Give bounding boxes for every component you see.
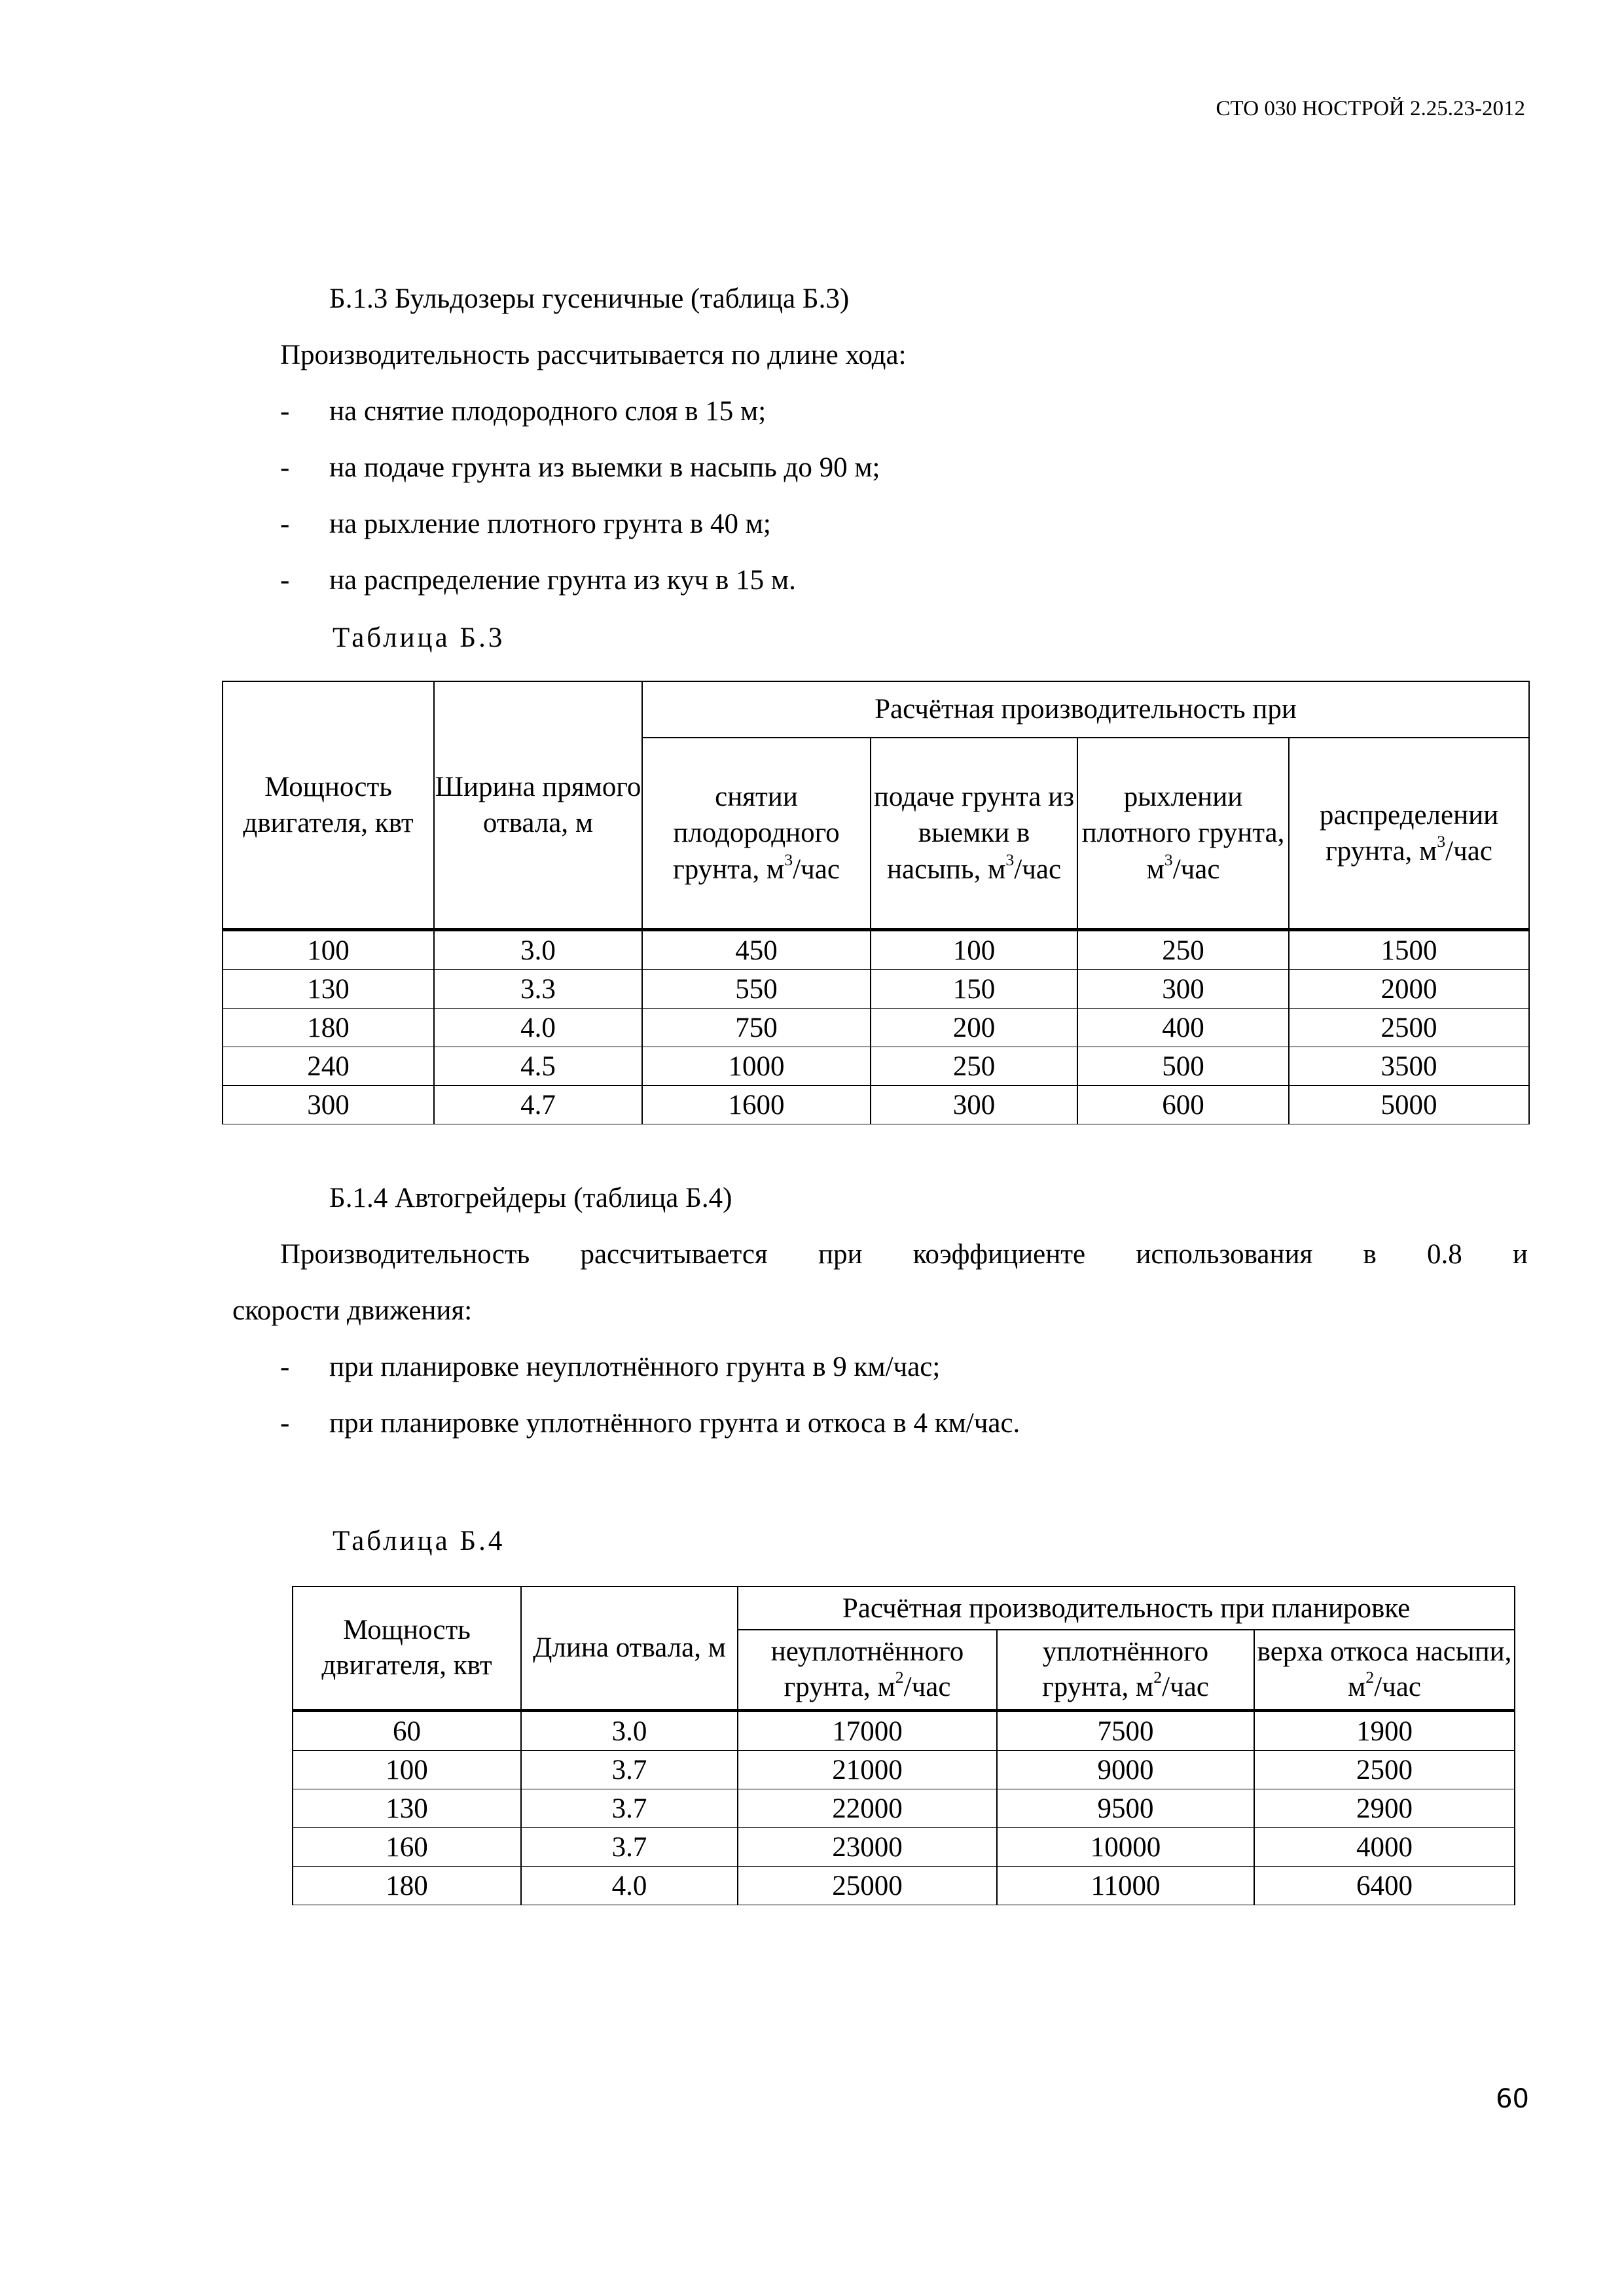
bullet-dash: - — [280, 565, 290, 596]
bullet-dash: - — [280, 509, 290, 539]
header-productivity-group: Расчётная производительность при — [642, 681, 1529, 738]
table-b4 — [292, 1586, 1515, 1905]
section-b14-intro-line2: скорости движения: — [232, 1295, 473, 1326]
table-cell: 23000 — [738, 1828, 997, 1867]
table-cell: 130 — [293, 1789, 521, 1828]
table-cell: 550 — [642, 970, 871, 1009]
table-cell: 4000 — [1254, 1828, 1515, 1867]
page-number: 60 — [1496, 2084, 1529, 2114]
intro-word: при — [818, 1239, 863, 1270]
table-cell: 3.0 — [521, 1711, 738, 1751]
table-cell: 1900 — [1254, 1711, 1515, 1751]
header-distribution: распределении грунта, $м^3$/час — [1289, 738, 1529, 930]
header-productivity-group: Расчётная производительность при планировке — [738, 1587, 1515, 1630]
bullet-item: на подаче грунта из выемки в насыпь до 90 м; — [329, 452, 880, 483]
table-row — [223, 1047, 1529, 1086]
table-b4-caption: Таблица Б.4 — [333, 1526, 505, 1556]
table-cell: 130 — [223, 970, 434, 1009]
table-cell: 3.7 — [521, 1789, 738, 1828]
header-engine-power: Мощность двигателя, квт — [293, 1587, 521, 1711]
table-b3 — [222, 681, 1530, 1124]
table-cell: 400 — [1077, 1009, 1289, 1047]
header-blade-width: Ширина прямого отвала, м — [434, 681, 642, 930]
table-cell: 4.0 — [521, 1867, 738, 1905]
intro-word: и — [1512, 1239, 1528, 1270]
intro-word: рассчитывается — [580, 1239, 768, 1270]
table-cell: 10000 — [997, 1828, 1254, 1867]
table-cell: 3.3 — [434, 970, 642, 1009]
header-compacted-soil: уплотнённого грунта, $м^2$/час — [997, 1630, 1254, 1711]
section-b14-title: Б.1.4 Автогрейдеры (таблица Б.4) — [329, 1183, 732, 1213]
document-code: СТО 030 НОСТРОЙ 2.25.23-2012 — [1216, 97, 1525, 120]
table-cell: 21000 — [738, 1751, 997, 1789]
table-cell: 1600 — [642, 1086, 871, 1124]
bullet-dash: - — [280, 452, 290, 483]
table-cell: 7500 — [997, 1711, 1254, 1751]
table-cell: 300 — [871, 1086, 1077, 1124]
header-blade-length: Длина отвала, м — [521, 1587, 738, 1711]
table-row — [293, 1751, 1515, 1789]
bullet-item: на рыхление плотного грунта в 40 м; — [329, 509, 771, 539]
intro-word: Производительность — [280, 1239, 530, 1270]
table-cell: 240 — [223, 1047, 434, 1086]
table-cell: 1000 — [642, 1047, 871, 1086]
table-row — [223, 1086, 1529, 1124]
bullet-dash: - — [280, 1408, 290, 1439]
table-cell: 250 — [871, 1047, 1077, 1086]
table-cell: 500 — [1077, 1047, 1289, 1086]
table-row — [223, 1009, 1529, 1047]
header-loosening: рыхлении плотного грунта, $м^3$/час — [1077, 738, 1289, 930]
section-b14-intro-line1 — [280, 1238, 1528, 1270]
table-cell: 150 — [871, 970, 1077, 1009]
table-cell: 3500 — [1289, 1047, 1529, 1086]
table-cell: 4.7 — [434, 1086, 642, 1124]
table-cell: 3.0 — [434, 930, 642, 970]
bullet-item: при планировке уплотнённого грунта и откоса в 4 км/час. — [329, 1408, 1020, 1439]
table-cell: 300 — [223, 1086, 434, 1124]
table-row — [293, 1828, 1515, 1867]
table-row — [293, 1867, 1515, 1905]
intro-word: коэффициенте — [912, 1239, 1086, 1270]
table-cell: 25000 — [738, 1867, 997, 1905]
table-cell: 160 — [293, 1828, 521, 1867]
section-b13-intro: Производительность рассчитывается по длине хода: — [280, 340, 907, 370]
table-row — [293, 1711, 1515, 1751]
table-cell: 450 — [642, 930, 871, 970]
table-b3-caption: Таблица Б.3 — [333, 622, 505, 653]
table-cell: 11000 — [997, 1867, 1254, 1905]
table-row — [293, 1789, 1515, 1828]
table-cell: 300 — [1077, 970, 1289, 1009]
intro-word: в — [1363, 1239, 1377, 1270]
table-cell: 3.7 — [521, 1751, 738, 1789]
header-slope-top: верха откоса насыпи, $м^2$/час — [1254, 1630, 1515, 1711]
table-cell: 1500 — [1289, 930, 1529, 970]
table-cell: 2500 — [1254, 1751, 1515, 1789]
table-cell: 100 — [871, 930, 1077, 970]
header-loose-soil: неуплотнённого грунта, $м^2$/час — [738, 1630, 997, 1711]
table-row — [223, 970, 1529, 1009]
bullet-dash: - — [280, 1352, 290, 1382]
bullet-item: на распределение грунта из куч в 15 м. — [329, 565, 796, 596]
table-cell: 2500 — [1289, 1009, 1529, 1047]
table-cell: 750 — [642, 1009, 871, 1047]
header-soil-feed: подаче грунта из выемки в насыпь, $м^3$/час — [871, 738, 1077, 930]
table-cell: 2900 — [1254, 1789, 1515, 1828]
intro-word: использования — [1136, 1239, 1313, 1270]
table-cell: 100 — [223, 930, 434, 970]
table-cell: 100 — [293, 1751, 521, 1789]
table-cell: 3.7 — [521, 1828, 738, 1867]
table-row — [223, 930, 1529, 970]
table-cell: 22000 — [738, 1789, 997, 1828]
section-b13-title: Б.1.3 Бульдозеры гусеничные (таблица Б.3) — [329, 283, 850, 314]
table-cell: 6400 — [1254, 1867, 1515, 1905]
bullet-item: на снятие плодородного слоя в 15 м; — [329, 396, 767, 427]
table-cell: 180 — [223, 1009, 434, 1047]
table-cell: 2000 — [1289, 970, 1529, 1009]
table-cell: 5000 — [1289, 1086, 1529, 1124]
table-cell: 250 — [1077, 930, 1289, 970]
table-cell: 200 — [871, 1009, 1077, 1047]
bullet-dash: - — [280, 396, 290, 427]
intro-word: 0.8 — [1427, 1239, 1462, 1270]
table-cell: 9500 — [997, 1789, 1254, 1828]
header-topsoil-removal: снятии плодородного грунта, $м^3$/час — [642, 738, 871, 930]
table-cell: 60 — [293, 1711, 521, 1751]
bullet-item: при планировке неуплотнённого грунта в 9 км/час; — [329, 1352, 941, 1382]
table-cell: 4.0 — [434, 1009, 642, 1047]
table-cell: 180 — [293, 1867, 521, 1905]
table-cell: 600 — [1077, 1086, 1289, 1124]
table-cell: 9000 — [997, 1751, 1254, 1789]
table-cell: 17000 — [738, 1711, 997, 1751]
header-engine-power: Мощность двигателя, квт — [223, 681, 434, 930]
table-cell: 4.5 — [434, 1047, 642, 1086]
